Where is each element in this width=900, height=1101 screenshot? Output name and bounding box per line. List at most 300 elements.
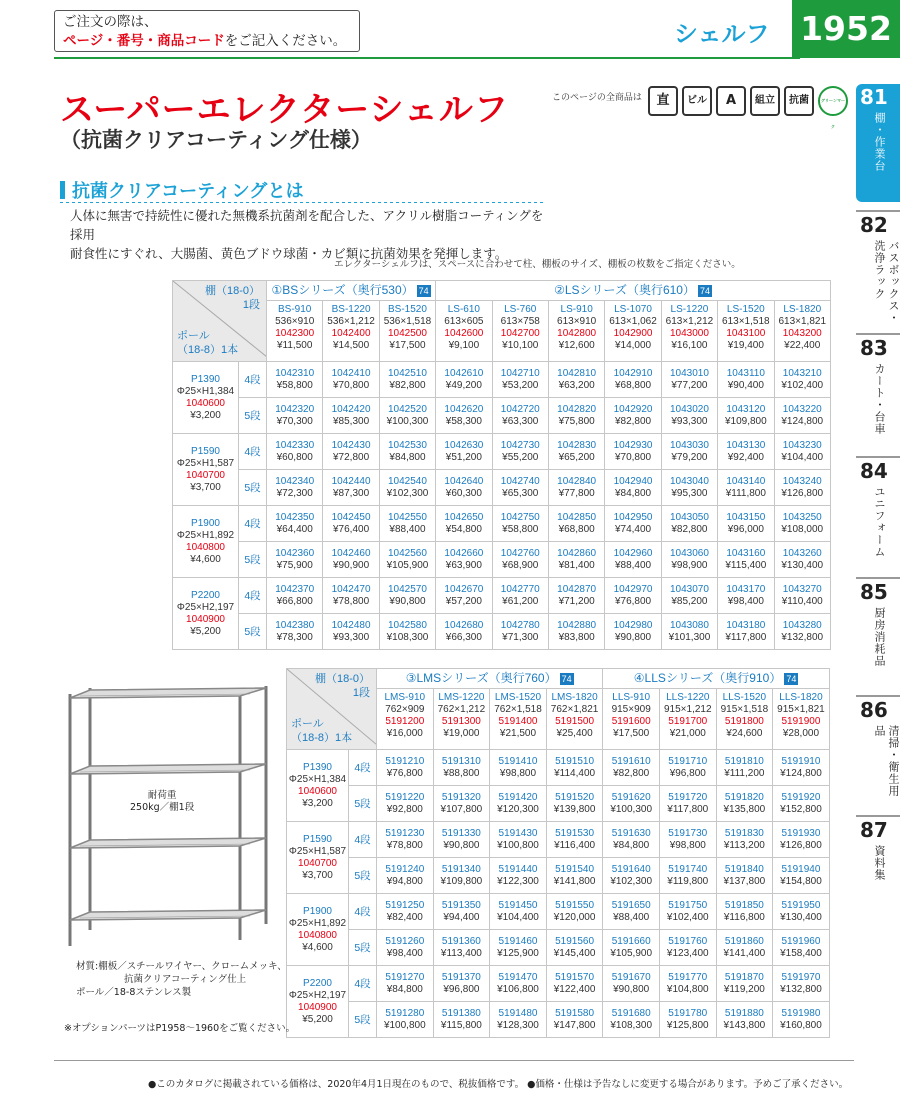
shelf-size: 613×605 — [444, 316, 484, 327]
model-header — [603, 689, 660, 750]
price-cell — [433, 822, 490, 858]
price: ¥22,400 — [784, 340, 821, 351]
price-cell — [267, 362, 323, 398]
price: ¥84,800 — [614, 487, 652, 499]
price: ¥128,300 — [497, 1019, 539, 1031]
price-cell — [433, 786, 490, 822]
price: ¥28,000 — [782, 728, 820, 739]
truck-icon: A — [716, 86, 746, 116]
tier-label: 5段 — [239, 398, 267, 434]
price: ¥70,300 — [276, 415, 313, 427]
price-cell — [490, 1002, 547, 1038]
price: ¥12,600 — [558, 340, 595, 351]
price: ¥139,800 — [553, 803, 596, 815]
model-name: BS-910 — [278, 304, 312, 315]
series-ref-badge[interactable]: 74 — [786, 674, 797, 684]
shelf-size: 762×1,518 — [494, 704, 542, 715]
price: ¥130,400 — [781, 559, 824, 571]
shelf-size: 915×1,821 — [777, 704, 825, 715]
price-cell — [774, 362, 830, 398]
model-name: LMS-910 — [384, 692, 426, 703]
price: ¥88,800 — [443, 767, 480, 779]
price: ¥72,800 — [333, 451, 370, 463]
model-name: LS-610 — [447, 304, 480, 315]
price: ¥76,400 — [333, 523, 370, 535]
product-code: 5191570 — [555, 971, 595, 983]
side-tab-87[interactable] — [856, 815, 900, 925]
price-cell — [773, 966, 830, 1002]
product-code: 5191380 — [441, 1007, 481, 1019]
product-code: 1042520 — [388, 403, 427, 415]
price-cell — [377, 1002, 434, 1038]
product-code: 1042300 — [275, 328, 315, 339]
price-cell — [492, 614, 548, 650]
price: ¥84,800 — [386, 983, 423, 995]
options-note: ※オプションパーツはP1958〜1960をご覧ください。 — [64, 1023, 296, 1034]
price: ¥57,200 — [445, 595, 482, 607]
product-code: 1043030 — [669, 439, 709, 451]
price: ¥132,800 — [781, 631, 824, 643]
price: ¥98,900 — [671, 559, 708, 571]
series-label: ④LLSシリーズ（奥行910） — [633, 671, 782, 685]
price: ¥145,400 — [553, 947, 596, 959]
price: ¥83,800 — [558, 631, 595, 643]
price-cell — [605, 614, 661, 650]
price-cell — [379, 398, 435, 434]
series-ref-badge[interactable]: 74 — [561, 674, 572, 684]
price: ¥102,300 — [386, 487, 429, 499]
all-items-note: このページの全商品は — [552, 93, 642, 103]
price-cell — [718, 542, 774, 578]
price: ¥54,800 — [445, 523, 482, 535]
price: ¥123,400 — [666, 947, 709, 959]
series-row — [287, 669, 830, 689]
product-code: 1042430 — [331, 439, 371, 451]
model-name: LS-1820 — [783, 304, 822, 315]
product-code: 5191340 — [441, 863, 481, 875]
product-code: 5191280 — [385, 1007, 425, 1019]
price: ¥137,800 — [723, 875, 766, 887]
pole-cell — [173, 578, 239, 650]
series-header — [436, 281, 831, 301]
tier-label: 4段 — [349, 966, 377, 1002]
product-code: 5191610 — [611, 755, 651, 767]
price: ¥98,800 — [669, 839, 706, 851]
price-cell — [603, 750, 660, 786]
price: ¥63,300 — [502, 415, 539, 427]
price-cell — [716, 858, 773, 894]
product-code: 1043160 — [726, 547, 766, 559]
price: ¥78,800 — [386, 839, 423, 851]
model-name: LLS-1520 — [722, 692, 767, 703]
shelf-size: 915×909 — [611, 704, 651, 715]
load-capacity — [130, 790, 194, 814]
product-code: 5191200 — [385, 716, 425, 727]
pole-name: P1900 — [191, 517, 220, 529]
shelf-size: 536×910 — [275, 316, 315, 327]
price: ¥113,200 — [723, 839, 765, 851]
product-code: 1042610 — [444, 367, 484, 379]
price-cell — [605, 542, 661, 578]
price: ¥19,400 — [727, 340, 764, 351]
shelf-size: 613×758 — [500, 316, 540, 327]
product-code: 5191510 — [555, 755, 595, 767]
price: ¥120,300 — [497, 803, 539, 815]
price-cell — [659, 930, 716, 966]
notice-line1: ご注文の際は、 — [63, 14, 158, 30]
price-cell — [433, 966, 490, 1002]
product-code: 1042330 — [275, 439, 315, 451]
shelf-size: 536×1,212 — [327, 316, 375, 327]
coating-text-line2: 耐食性にすぐれ、大腸菌、黄色ブドウ球菌・カビ類に抗菌効果を発揮します。 — [70, 246, 508, 261]
shelf-size: 915×1,212 — [663, 704, 712, 715]
price: ¥25,400 — [556, 728, 593, 739]
series-ref-badge[interactable]: 74 — [418, 286, 429, 296]
product-code: 1042480 — [331, 619, 371, 631]
price-cell — [718, 362, 774, 398]
price-cell — [716, 786, 773, 822]
price-cell — [659, 894, 716, 930]
product-code: 1042670 — [444, 583, 484, 595]
price: ¥74,400 — [614, 523, 652, 535]
price-cell — [718, 614, 774, 650]
price-cell — [492, 542, 548, 578]
price: ¥55,200 — [502, 451, 539, 463]
product-code: 1042750 — [500, 511, 540, 523]
product-code: 5191230 — [385, 827, 425, 839]
tier-label: 5段 — [349, 858, 377, 894]
product-code: 1043040 — [669, 475, 709, 487]
table-row — [287, 750, 830, 786]
price: ¥68,800 — [614, 379, 652, 391]
price-cell — [548, 542, 604, 578]
product-code: 5191460 — [498, 935, 538, 947]
price: ¥104,800 — [666, 983, 709, 995]
price-cell — [433, 894, 490, 930]
price-cell — [323, 398, 379, 434]
product-code: 1042980 — [613, 619, 653, 631]
price: ¥85,300 — [333, 415, 370, 427]
price: ¥147,800 — [553, 1019, 596, 1031]
product-code: 5191820 — [724, 791, 764, 803]
price: ¥77,800 — [558, 487, 595, 499]
coating-text-line1: 人体に無害で持続性に優れた無機系抗菌剤を配合した、アクリル樹脂コーティングを採用 — [70, 208, 544, 242]
product-code: 1043220 — [782, 403, 822, 415]
price: ¥98,400 — [727, 595, 764, 607]
table-row — [287, 1002, 830, 1038]
price-cell — [661, 470, 717, 506]
side-tab-label: ユニフォーム — [873, 486, 886, 558]
price: ¥64,400 — [276, 523, 313, 535]
product-code: 5191950 — [781, 899, 821, 911]
product-code: 1042920 — [613, 403, 653, 415]
price-cell — [773, 894, 830, 930]
price-cell — [603, 966, 660, 1002]
product-code: 1042310 — [275, 367, 315, 379]
price: ¥135,800 — [723, 803, 766, 815]
price-cell — [603, 930, 660, 966]
price: ¥78,300 — [276, 631, 313, 643]
table-row — [173, 398, 831, 434]
price-cell — [603, 858, 660, 894]
price-cell — [377, 750, 434, 786]
price: ¥92,400 — [727, 451, 764, 463]
price-cell — [323, 434, 379, 470]
model-header — [546, 689, 603, 750]
price-cell — [436, 398, 492, 434]
price-cell — [490, 750, 547, 786]
price-cell — [718, 398, 774, 434]
price: ¥3,700 — [302, 869, 333, 881]
price: ¥102,400 — [781, 379, 824, 391]
price: ¥126,800 — [781, 487, 824, 499]
product-code: 1042380 — [275, 619, 315, 631]
price-cell — [490, 966, 547, 1002]
price-cell — [716, 930, 773, 966]
pole-size: Φ25×H1,892 — [176, 529, 235, 541]
price: ¥88,400 — [389, 523, 426, 535]
side-tab-82[interactable] — [856, 210, 900, 326]
price-cell — [267, 506, 323, 542]
product-code: 1042510 — [388, 367, 427, 379]
price-cell — [492, 578, 548, 614]
price: ¥98,800 — [499, 767, 537, 779]
price-cell — [267, 398, 323, 434]
product-code: 1042760 — [500, 547, 540, 559]
side-tab-number: 87 — [860, 818, 888, 842]
product-code: 5191330 — [441, 827, 481, 839]
footer-note: ●このカタログに掲載されている価格は、2020年4月1日現在のもので、税抜価格です。 ●価格・仕様は予告なしに変更する場合があります。予めご了承ください。 — [148, 1079, 849, 1090]
price-cell — [492, 506, 548, 542]
product-code: 5191920 — [781, 791, 821, 803]
price: ¥3,200 — [190, 409, 221, 421]
price-cell — [718, 470, 774, 506]
product-code: 1043230 — [782, 439, 822, 451]
price-cell — [436, 362, 492, 398]
price: ¥117,800 — [667, 803, 709, 815]
price-cell — [774, 470, 830, 506]
product-code: 1040900 — [298, 1001, 337, 1013]
price-cell — [433, 750, 490, 786]
product-code: 1043100 — [726, 328, 766, 339]
price-cell — [377, 930, 434, 966]
product-code: 5191580 — [555, 1007, 595, 1019]
price-cell — [774, 398, 830, 434]
price-cell — [379, 614, 435, 650]
product-code: 5191530 — [555, 827, 595, 839]
product-code: 5191700 — [668, 716, 708, 727]
shipping-building-icon: ビル — [682, 86, 712, 116]
price-cell — [548, 362, 604, 398]
price-cell — [546, 930, 603, 966]
product-code: 5191560 — [555, 935, 595, 947]
price-cell — [436, 614, 492, 650]
coating-heading: 抗菌クリアコーティングとは — [72, 181, 304, 202]
corner-diagonal — [287, 669, 377, 745]
product-code: 1042560 — [388, 547, 427, 559]
product-code: 5191360 — [441, 935, 481, 947]
corner-diagonal — [173, 281, 267, 357]
product-code: 5191940 — [781, 863, 821, 875]
price: ¥63,900 — [445, 559, 482, 571]
side-tab-83[interactable] — [856, 333, 900, 449]
price-table-2 — [286, 668, 830, 1038]
page-subtitle: （抗菌クリアコーティング仕様） — [60, 128, 372, 152]
price: ¥11,500 — [276, 340, 313, 351]
shelf-size: 762×909 — [385, 704, 425, 715]
price: ¥76,800 — [614, 595, 652, 607]
price: ¥152,800 — [780, 803, 822, 815]
price: ¥119,200 — [723, 983, 765, 995]
tier-label: 4段 — [239, 434, 267, 470]
price-cell — [716, 822, 773, 858]
price: ¥113,400 — [440, 947, 482, 959]
price: ¥158,400 — [780, 947, 822, 959]
product-code: 5191770 — [668, 971, 708, 983]
product-code: 1040800 — [186, 541, 225, 553]
series-row — [173, 281, 831, 301]
product-code: 1040700 — [298, 857, 337, 869]
price-cell — [659, 1002, 716, 1038]
price: ¥105,900 — [386, 559, 429, 571]
product-code: 5191960 — [781, 935, 821, 947]
pole-name: P1900 — [303, 905, 332, 917]
footer-divider — [54, 1060, 854, 1061]
price-cell — [716, 750, 773, 786]
price: ¥154,800 — [780, 875, 822, 887]
shelf-size: 536×1,518 — [383, 316, 432, 327]
pole-size: Φ25×H1,587 — [288, 845, 347, 857]
product-code: 1043080 — [669, 619, 709, 631]
product-code: 1042700 — [500, 328, 540, 339]
price: ¥65,300 — [502, 487, 539, 499]
product-code: 1042780 — [500, 619, 540, 631]
material-line2: 抗菌クリアコーティング仕上 — [124, 974, 247, 985]
model-header — [548, 301, 604, 362]
model-name: LS-760 — [504, 304, 537, 315]
model-name: LS-1070 — [614, 304, 652, 315]
price: ¥93,300 — [333, 631, 370, 643]
price-cell — [267, 542, 323, 578]
price-cell — [490, 822, 547, 858]
tier-label: 4段 — [349, 822, 377, 858]
side-tab-84[interactable] — [856, 456, 900, 570]
product-code: 1043270 — [782, 583, 822, 595]
price: ¥88,400 — [613, 911, 650, 923]
price: ¥96,000 — [727, 523, 764, 535]
series-ref-badge[interactable]: 74 — [699, 286, 710, 296]
price: ¥90,400 — [727, 379, 764, 391]
price: ¥71,200 — [558, 595, 595, 607]
price: ¥16,100 — [671, 340, 708, 351]
product-code: 5191720 — [668, 791, 708, 803]
price-cell — [267, 578, 323, 614]
tier-label: 4段 — [239, 506, 267, 542]
side-tab-86[interactable] — [856, 695, 900, 807]
product-code: 1042740 — [500, 475, 540, 487]
model-name: LMS-1220 — [438, 692, 485, 703]
price: ¥70,800 — [614, 451, 652, 463]
price: ¥77,200 — [671, 379, 708, 391]
price-cell — [490, 894, 547, 930]
side-tab-81[interactable] — [856, 84, 900, 202]
model-name: LS-910 — [560, 304, 593, 315]
price-cell — [605, 470, 661, 506]
product-code: 1042340 — [275, 475, 315, 487]
price-cell — [659, 822, 716, 858]
product-code: 5191540 — [555, 863, 595, 875]
assembly-icon: 組立 — [750, 86, 780, 116]
price: ¥87,300 — [333, 487, 370, 499]
product-code: 1042630 — [444, 439, 484, 451]
product-code: 1043180 — [726, 619, 766, 631]
model-header — [492, 301, 548, 362]
table-row — [173, 434, 831, 470]
model-header — [377, 689, 434, 750]
product-code: 1043070 — [669, 583, 709, 595]
price-cell — [718, 506, 774, 542]
price: ¥104,400 — [781, 451, 824, 463]
side-tab-85[interactable] — [856, 577, 900, 689]
product-code: 1042440 — [331, 475, 371, 487]
price-table-1 — [172, 280, 831, 650]
price: ¥111,800 — [725, 487, 766, 499]
notice-line2: をご記入ください。 — [224, 33, 347, 49]
price: ¥49,200 — [445, 379, 482, 391]
price-cell — [379, 542, 435, 578]
model-header — [718, 301, 774, 362]
price: ¥75,900 — [276, 559, 313, 571]
price-cell — [661, 542, 717, 578]
shelf-size: 762×1,212 — [437, 704, 486, 715]
price: ¥14,000 — [614, 340, 652, 351]
price-cell — [548, 506, 604, 542]
side-tab-number: 83 — [860, 336, 888, 360]
price: ¥75,800 — [558, 415, 595, 427]
price: ¥120,000 — [553, 911, 596, 923]
price: ¥160,800 — [780, 1019, 822, 1031]
price-cell — [773, 750, 830, 786]
product-code: 5191250 — [385, 899, 425, 911]
product-code: 5191500 — [555, 716, 595, 727]
price-cell — [603, 786, 660, 822]
price: ¥5,200 — [190, 625, 221, 637]
product-code: 1043140 — [726, 475, 766, 487]
model-name: BS-1220 — [331, 304, 371, 315]
price-cell — [716, 894, 773, 930]
model-name: BS-1520 — [388, 304, 427, 315]
model-header — [267, 301, 323, 362]
price-cell — [379, 506, 435, 542]
product-code: 1043200 — [782, 328, 822, 339]
product-code: 1042930 — [613, 439, 653, 451]
price: ¥92,800 — [386, 803, 423, 815]
pole-name: P1390 — [191, 373, 220, 385]
price-cell — [773, 858, 830, 894]
price-cell — [774, 434, 830, 470]
price: ¥101,300 — [668, 631, 711, 643]
price-cell — [492, 434, 548, 470]
price-cell — [661, 362, 717, 398]
price: ¥108,300 — [386, 631, 429, 643]
price-cell — [605, 434, 661, 470]
product-code: 1042910 — [613, 367, 653, 379]
product-code: 5191740 — [668, 863, 708, 875]
pole-name: P1590 — [191, 445, 220, 457]
category-label: シェルフ — [674, 20, 770, 48]
price-cell — [377, 966, 434, 1002]
price: ¥19,000 — [443, 728, 480, 739]
